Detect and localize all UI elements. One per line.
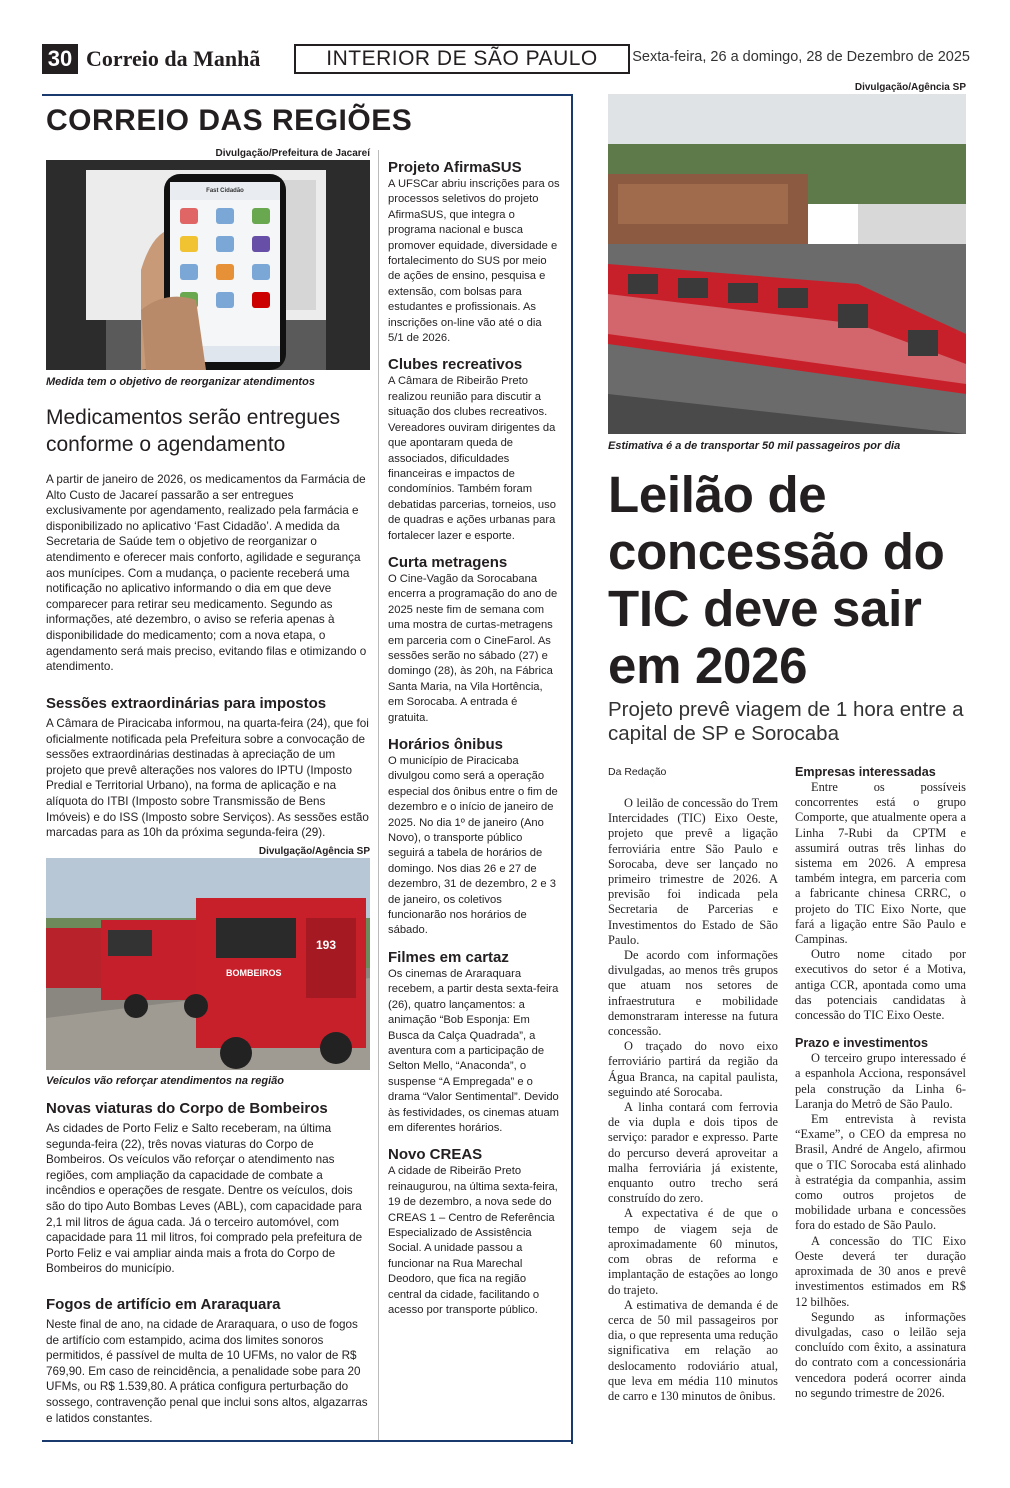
column-rule-middle bbox=[378, 150, 379, 1440]
phone-app-title: Fast Cidadão bbox=[206, 188, 244, 194]
paragraph: Outro nome citado por executivos do setor é a Motiva, antiga CCR, apontada como uma das potenciais candidatas à concessão do TIC Eixo Oeste. bbox=[795, 947, 966, 1023]
brief-body: A cidade de Ribeirão Preto reinaugurou, na última sexta-feira, 19 de dezembro, a nova sede do CREAS 1 – Centro de Referência Especializado de Assistência Social. A unidade passou a funcionar na Rua Marechal Deodoro, que fica na região central da cidade, facilitando o acesso por transporte público. bbox=[388, 1165, 558, 1316]
photo-caption: Estimativa é a de transportar 50 mil passageiros por dia bbox=[608, 440, 901, 452]
page-header bbox=[42, 44, 970, 74]
main-headline: Leilão de concessão do TIC deve sair em 2026 bbox=[608, 466, 945, 694]
paragraph: O leilão de concessão do Trem Intercidades (TIC) Eixo Oeste, projeto que prevê a ligação ferroviária entre São Paulo e Sorocaba, deve ser lançado no primeiro trimestre de 2026. A previsão foi indicada pela Secretaria de Parcerias e Investimentos do Estado de São Paulo. bbox=[608, 796, 778, 947]
train-illustration bbox=[608, 94, 966, 434]
paragraph: Entre os possíveis concorrentes está o grupo Comporte, que atualmente opera a Linha 7-Rubi da CPTM e assumirá outras três linhas do sistema em 2026. A empresa também integra, em parceria com a fabricante chinesa CRRC, o projeto do TIC Eixo Norte, que fará a ligação entre São Paulo e Campinas. bbox=[795, 780, 966, 947]
brief-item bbox=[388, 355, 560, 543]
brief-body: O Cine-Vagão da Sorocabana encerra a programação do ano de 2025 neste fim de semana com uma mostra de curtas-metragens em parceria com o CineFarol. As sessões serão no sábado (27) e domingo (28), às 20h, na Fábrica Santa Maria, na Vila Hortência, em Sorocaba. A entrada é gratuita. bbox=[388, 572, 558, 724]
photo-credit: Divulgação/Prefeitura de Jacareí bbox=[215, 148, 370, 159]
brief-title: Filmes em cartaz bbox=[388, 948, 509, 966]
brief-item bbox=[388, 158, 560, 346]
paragraph: A linha contará com ferrovia de via dupla e dois tipos de serviço: parador e expresso. Parte do percurso deverá aproveitar a malha ferroviária já existente, enquanto outro trecho será construído do zero. bbox=[608, 1100, 778, 1206]
masthead: Correio da Manhã bbox=[86, 46, 261, 71]
article-body: A Câmara de Piracicaba informou, na quarta-feira (24), que foi oficialmente notificada pela Prefeitura sobre a convocação de sessões extraordinárias destinadas à apreciação de um projeto que prevê alterações nos valores do IPTU (Imposto Predial e Territorial Urbano), na forma de aplicação e na alíquota do ITBI (Imposto sobre Transmissão de Bens Imóveis) e do ISS (Imposto sobre Serviços). As sessões estão marcadas para as 10h da próxima segunda-feira (29). bbox=[46, 717, 369, 840]
brief-item bbox=[388, 1145, 560, 1318]
article-column-2 bbox=[795, 764, 966, 1401]
photo-credit: Divulgação/Agência SP bbox=[854, 82, 966, 93]
fire-trucks-illustration bbox=[46, 858, 370, 1070]
photo-credit: Divulgação/Agência SP bbox=[258, 846, 370, 857]
article-title: Medicamentos serão entregues conforme o agendamento bbox=[46, 406, 341, 456]
edition-date: Sexta-feira, 26 a domingo, 28 de Dezembro de 2025 bbox=[632, 49, 970, 65]
brief-body: A UFSCar abriu inscrições para os processos seletivos do projeto AfirmaSUS, que integra o programa nacional e busca promover equidade, diversidade e fortalecimento do SUS por meio de ações de ensino, pesquisa e extensão, com bolsas para estudantes e profissionais. As inscrições on-line vão até o dia 5/1 de 2026. bbox=[388, 178, 560, 345]
article-subtitle: Sessões extraordinárias para impostos bbox=[46, 695, 327, 712]
train-photo bbox=[608, 94, 966, 434]
column-rule-right bbox=[571, 94, 573, 1444]
brief-title: Horários ônibus bbox=[388, 736, 504, 753]
briefs-column bbox=[388, 158, 560, 1318]
section-title: INTERIOR DE SÃO PAULO bbox=[294, 44, 630, 74]
paragraph: O traçado do novo eixo ferroviário partirá da região da Água Branca, na capital paulista, seguindo até Sorocaba. bbox=[608, 1039, 778, 1099]
brief-body: Os cinemas de Araraquara recebem, a partir desta sexta-feira (26), quatro lançamentos: a animação “Bob Esponja: Em Busca da Calça Quadrada”, a aventura com a participação de Selton Mello, “Anaconda”, o suspense “A Empregada” e o drama “Valor Sentimental”. Devido às festividades, os cinemas atuam em diferentes horários. bbox=[388, 967, 560, 1134]
brief-item bbox=[388, 553, 560, 726]
article-body: A partir de janeiro de 2026, os medicamentos da Farmácia de Alto Custo de Jacareí passarão a ser entregues exclusivamente por agendamento, realizado pela farmácia e disponibilizado no aplicativo ‘Fast Cidadão’. A medida da Secretaria de Saúde tem o objetivo de reorganizar o atendimento e oferecer mais conforto, agilidade e segurança aos munícipes. Com a mudança, o paciente receberá uma notificação no aplicativo informando o dia em que deve comparecer para retirar seu medicamento. Segundo as informações, até dezembro, o aviso se referia apenas à disponibilidade do medicamento; com a nova etapa, o agendamento será mais preciso, evitando filas e otimizando o atendimento. bbox=[46, 473, 367, 674]
byline: Da Redação bbox=[608, 766, 667, 778]
article-subheading: Empresas interessadas bbox=[795, 765, 936, 779]
brief-title: Curta metragens bbox=[388, 553, 508, 571]
brief-item bbox=[388, 735, 560, 939]
paragraph: A expectativa é de que o tempo de viagem seja de aproximadamente 60 minutos, com obras de reforma e implantação de estações ao longo do trajeto. bbox=[608, 1206, 778, 1297]
truck-number: 193 bbox=[316, 938, 337, 952]
article-body: As cidades de Porto Feliz e Salto receberam, na última segunda-feira (22), três novas viaturas do Corpo de Bombeiros. Os veículos vão reforçar o atendimento nas regiões, com ampliação da capacidade de combate a incêndios e operações de resgate. Dentre os veículos, dois são do tipo Auto Bombas Leves (ABL), com capacidade para 2,1 mil litros de água cada. Já o terceiro automóvel, com capacidade para 11 mil litros, foi comprado pela prefeitura de Porto Feliz e vai ampliar ainda mais a frota do Corpo de Bombeiros do município. bbox=[46, 1122, 363, 1276]
truck-label: BOMBEIROS bbox=[226, 968, 282, 978]
photo-caption: Veículos vão reforçar atendimentos na região bbox=[46, 1075, 285, 1087]
brief-item bbox=[388, 948, 560, 1136]
kicker: CORREIO DAS REGIÕES bbox=[46, 104, 413, 137]
subheadline: Projeto prevê viagem de 1 hora entre a capital de SP e Sorocaba bbox=[608, 698, 964, 745]
brief-title: Novo CREAS bbox=[388, 1146, 483, 1164]
page-number: 30 bbox=[42, 44, 78, 74]
article-column-1 bbox=[608, 796, 778, 1404]
fire-trucks-photo bbox=[46, 858, 370, 1070]
paragraph: O terceiro grupo interessado é a espanhola Acciona, responsável pela construção da Linha 6-Laranja do Metrô de São Paulo. bbox=[795, 1051, 966, 1111]
bottom-rule bbox=[42, 1440, 572, 1442]
photo-caption: Medida tem o objetivo de reorganizar atendimentos bbox=[46, 376, 315, 388]
paragraph: A estimativa de demanda é de cerca de 50 mil passageiros por dia, o que representa uma redução significativa em relação ao deslocamento rodoviário atual, que leva em média 110 minutos de carro e 130 minutos de ônibus. bbox=[608, 1297, 778, 1403]
article-subtitle: Fogos de artifício em Araraquara bbox=[46, 1296, 281, 1313]
article-subtitle: Novas viaturas do Corpo de Bombeiros bbox=[46, 1100, 328, 1117]
brief-title: Clubes recreativos bbox=[388, 356, 523, 374]
paragraph: Segundo as informações divulgadas, caso o leilão seja concluído com êxito, a assinatura do contrato com a concessionária vencedora poderá ocorrer ainda no segundo trimestre de 2026. bbox=[795, 1309, 966, 1400]
brief-body: A Câmara de Ribeirão Preto realizou reunião para discutir a situação dos clubes recreativos. Vereadores ouviram dirigentes da que apontaram queda de associados, dificuldades financeiras e impactos de condomínios. Também foram debatidas parcerias, torneios, uso de quadras e ações urbanas para fortalecer lazer e esporte. bbox=[388, 375, 556, 542]
top-rule bbox=[42, 94, 572, 96]
brief-title: Projeto AfirmaSUS bbox=[388, 159, 522, 176]
paragraph: Em entrevista à revista “Exame”, o CEO da empresa no Brasil, André de Angelo, afirmou que o TIC Sorocaba está alinhado à estratégia da companhia, assim como outros projetos de mobilidade urbana e concessões fora do estado de São Paulo. bbox=[795, 1112, 966, 1233]
phone-photo bbox=[46, 160, 370, 370]
brief-body: O município de Piracicaba divulgou como será a operação especial dos ônibus entre o fim de dezembro e o início de janeiro de 2025. No dia 1º de janeiro (Ano Novo), o transporte público seguirá a tabela de horários de domingo. Nos dias 26 e 27 de dezembro, 31 de dezembro, 2 e 3 de janeiro, os coletivos funcionarão nos horários de sábado. bbox=[388, 755, 558, 937]
paragraph: A concessão do TIC Eixo Oeste deverá ter duração aproximada de 30 anos e prevê investimentos estimados em R$ 12 bilhões. bbox=[795, 1233, 966, 1309]
article-body: Neste final de ano, na cidade de Araraquara, o uso de fogos de artifício com estampido, acima dos limites sonoros permitidos, é passível de multa de 10 UFMs, no valor de R$ 769,90. Em caso de reincidência, a penalidade sobe para 20 UFMs, ou R$ 1.539,80. A prática configura perturbação do sossego, contravenção penal que inclui sons altos, algazarras e latidos constantes. bbox=[46, 1318, 368, 1425]
paragraph: De acordo com informações divulgadas, ao menos três grupos que atuam nos setores de infraestrutura e mobilidade demonstraram interesse na futura concessão. bbox=[608, 948, 778, 1039]
article-subheading: Prazo e investimentos bbox=[795, 1036, 928, 1051]
